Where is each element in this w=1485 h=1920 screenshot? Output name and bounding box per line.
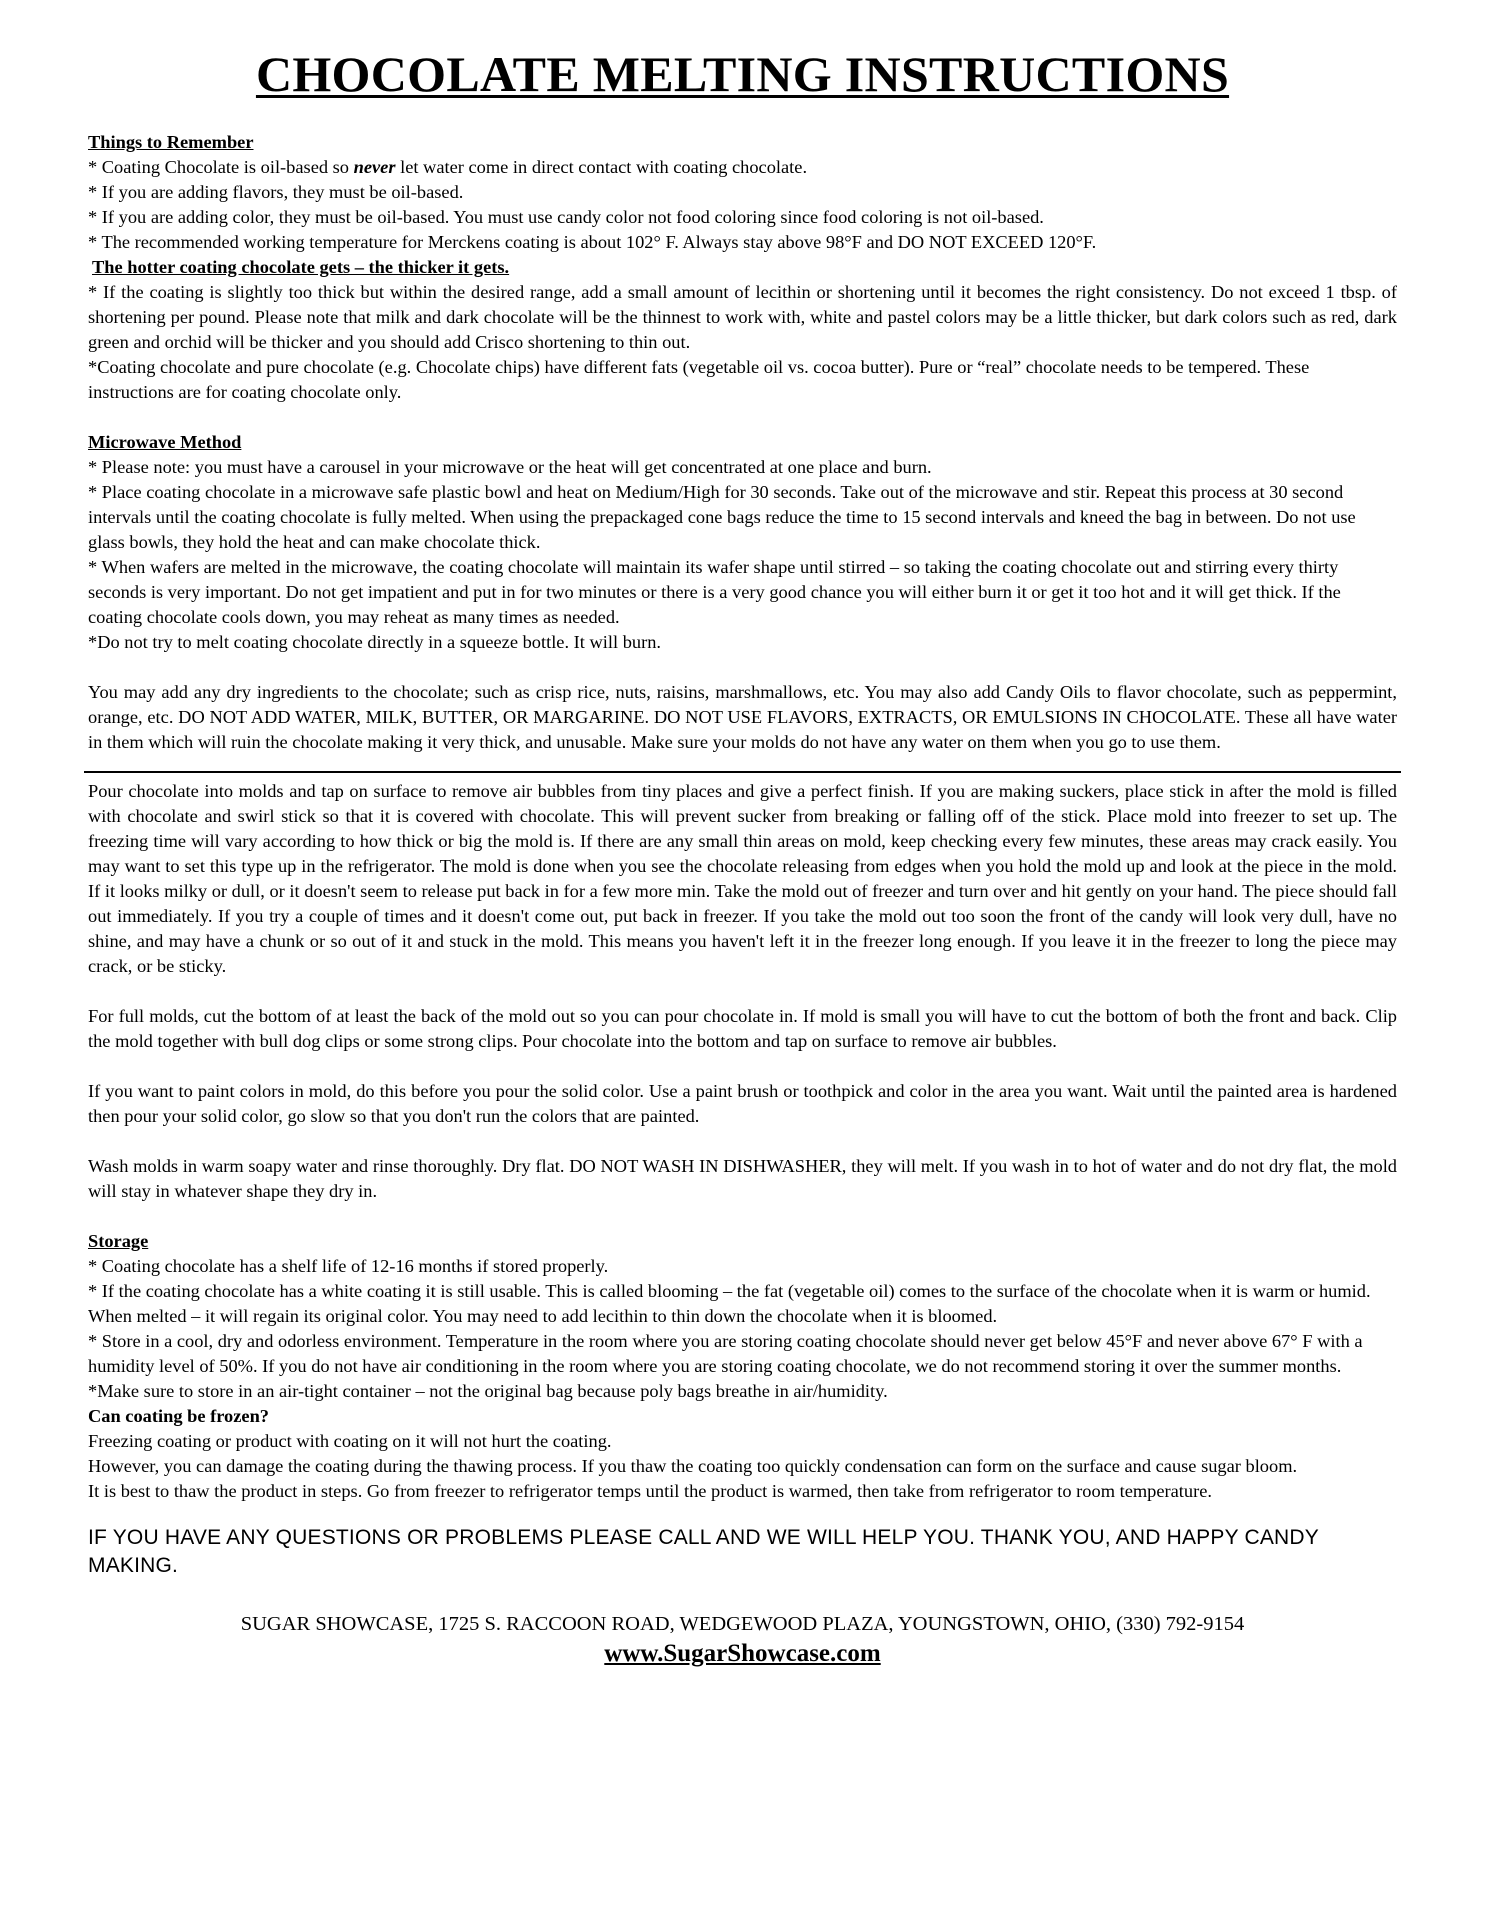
spacer bbox=[88, 979, 1397, 1004]
storage-paragraph-blooming: * If the coating chocolate has a white coating it is still usable. This is called blooming – the fat (vegetable oil) comes to the surface of the chocolate when it is warm or humid. When melted – it will regain its original color. You may need to add lecithin to thin down the chocolate when it is bloomed. bbox=[88, 1281, 1371, 1326]
frozen-paragraph-thawing: However, you can damage the coating during the thawing process. If you thaw the coating too quickly condensation can form on the surface and cause sugar bloom. bbox=[88, 1456, 1298, 1476]
molds-paragraph-washing: Wash molds in warm soapy water and rinse thoroughly. Dry flat. DO NOT WASH IN DISHWASHER, they will melt. If you wash in to hot of water and do not dry flat, the mold will stay in whatever shape they dry in. bbox=[88, 1156, 1397, 1201]
storage-section bbox=[88, 1229, 1397, 1504]
frozen-paragraph-steps: It is best to thaw the product in steps. Go from freezer to refrigerator temps until the product is warmed, then take from refrigerator to room temperature. bbox=[88, 1481, 1213, 1501]
footer-address: SUGAR SHOWCASE, 1725 S. RACCOON ROAD, WEDGEWOOD PLAZA, YOUNGSTOWN, OHIO, (330) 792-9154 bbox=[240, 1613, 1245, 1635]
remember-line-color: * If you are adding color, they must be oil-based. You must use candy color not food coloring since food coloring is not oil-based. bbox=[88, 207, 1044, 227]
frozen-line-freezing: Freezing coating or product with coating on it will not hurt the coating. bbox=[88, 1431, 612, 1451]
microwave-line-carousel: * Please note: you must have a carousel in your microwave or the heat will get concentrated at one place and burn. bbox=[88, 457, 932, 477]
website-link[interactable]: www.SugarShowcase.com bbox=[604, 1640, 881, 1667]
remember-line-flavors: * If you are adding flavors, they must be oil-based. bbox=[88, 182, 464, 202]
molds-paragraph-painting: If you want to paint colors in mold, do this before you pour the solid color. Use a paint brush or toothpick and color in the area you want. Wait until the painted area is hardened then pour your solid color, go slow so that you don't run the colors that are painted. bbox=[88, 1081, 1397, 1126]
molds-paragraph-pouring: Pour chocolate into molds and tap on surface to remove air bubbles from tiny places and give a perfect finish. If you are making suckers, place stick in after the mold is filled with chocolate and swirl stick so that it is covered with chocolate. This will prevent sucker from breaking or falling off of the stick. Place mold into freezer to set up. The freezing time will vary according to how thick or big the mold is. If there are any small thin areas on mold, keep checking every few minutes, these areas may crack easily. You may want to set this type up in the refrigerator. The mold is done when you see the chocolate releasing from edges when you hold the mold up and look at the piece in the mold. If it looks milky or dull, or it doesn't seem to release put back in for a few more min. Take the mold out of freezer and turn over and hit gently on your hand. The piece should fall out immediately. If you try a couple of times and it doesn't come out, put back in freezer. If you take the mold out too soon the front of the candy will look very dull, have no shine, and may have a chunk or so out of it and stuck in the mold. This means you haven't left it in the freezer long enough. If you leave it in the freezer to long the piece may crack, or be sticky. bbox=[88, 781, 1397, 976]
microwave-heading: Microwave Method bbox=[88, 432, 242, 452]
remember-line-oil-based bbox=[88, 155, 1397, 180]
spacer bbox=[88, 655, 1397, 680]
never-emphasis: never bbox=[353, 157, 396, 177]
storage-line-shelf-life: * Coating chocolate has a shelf life of 12-16 months if stored properly. bbox=[88, 1256, 609, 1276]
storage-paragraph-environment: * Store in a cool, dry and odorless environment. Temperature in the room where you are storing coating chocolate should never get below 45°F and never above 67° F with a humidity level of 50%. If you do not have air conditioning in the room where you are storing coating chocolate, we do not recommend storing it over the summer months. bbox=[88, 1331, 1363, 1376]
spacer bbox=[88, 1204, 1397, 1229]
footer bbox=[88, 1610, 1397, 1670]
remember-paragraph-thickness: * If the coating is slightly too thick but within the desired range, add a small amount of lecithin or shortening until it becomes the right consistency. Do not exceed 1 tbsp. of shortening per pound. Please note that milk and dark chocolate will be the thinnest to work with, white and pastel colors may be a little thicker, but dark colors such as red, dark green and orchid will be thicker and you should add Crisco shortening to thin out. bbox=[88, 282, 1397, 352]
molds-section bbox=[88, 779, 1397, 1204]
dry-ingredients-paragraph: You may add any dry ingredients to the chocolate; such as crisp rice, nuts, raisins, marshmallows, etc. You may also add Candy Oils to flavor chocolate, such as peppermint, orange, etc. DO NOT ADD WATER, MILK, BUTTER, OR MARGARINE. DO NOT USE FLAVORS, EXTRACTS, OR EMULSIONS IN CHOCOLATE. These all have water in them which will ruin the chocolate making it very thick, and unusable. Make sure your molds do not have any water on them when you go to use them. bbox=[88, 682, 1397, 752]
remember-line-oil-based-a: * Coating Chocolate is oil-based so bbox=[88, 157, 354, 177]
remember-line-oil-based-c: let water come in direct contact with coating chocolate. bbox=[395, 157, 808, 177]
storage-heading: Storage bbox=[88, 1231, 149, 1251]
molds-paragraph-full-molds: For full molds, cut the bottom of at least the back of the mold out so you can pour chocolate in. If mold is small you will have to cut the bottom of both the front and back. Clip the mold together with bull dog clips or some strong clips. Pour chocolate into the bottom and tap on surface to remove air bubbles. bbox=[88, 1006, 1397, 1051]
spacer bbox=[88, 1054, 1397, 1079]
remember-line-temperature: * The recommended working temperature for Merckens coating is about 102° F. Always stay above 98°F and DO NOT EXCEED 120°F. bbox=[88, 232, 1097, 252]
hotter-thicker-heading: The hotter coating chocolate gets – the thicker it gets. bbox=[92, 257, 510, 277]
frozen-heading: Can coating be frozen? bbox=[88, 1406, 269, 1426]
microwave-paragraph-heating: * Place coating chocolate in a microwave safe plastic bowl and heat on Medium/High for 30 seconds. Take out of the microwave and stir. Repeat this process at 30 second intervals until the coating chocolate is fully melted. When using the prepackaged cone bags reduce the time to 15 second intervals and kneed the bag in between. Do not use glass bowls, they hold the heat and can make chocolate thick. bbox=[88, 482, 1356, 552]
storage-line-container: *Make sure to store in an air-tight container – not the original bag because poly bags breathe in air/humidity. bbox=[88, 1381, 888, 1401]
closing-message: IF YOU HAVE ANY QUESTIONS OR PROBLEMS PLEASE CALL AND WE WILL HELP YOU. THANK YOU, AND HAPPY CANDY MAKING. bbox=[88, 1526, 1319, 1577]
remember-paragraph-fats: *Coating chocolate and pure chocolate (e.g. Chocolate chips) have different fats (vegetable oil vs. cocoa butter). Pure or “real” chocolate needs to be tempered. These instructions are for coating chocolate only. bbox=[88, 357, 1310, 402]
things-to-remember-heading: Things to Remember bbox=[88, 132, 254, 152]
microwave-section bbox=[88, 430, 1397, 655]
spacer bbox=[88, 405, 1397, 430]
microwave-paragraph-wafers: * When wafers are melted in the microwave, the coating chocolate will maintain its wafer shape until stirred – so taking the coating chocolate out and stirring every thirty seconds is very important. Do not get impatient and put in for two minutes or there is a very good chance you will either burn it or get it too hot and it will get thick. If the coating chocolate cools down, you may reheat as many times as needed. bbox=[88, 557, 1341, 627]
things-to-remember-section bbox=[88, 130, 1397, 405]
section-divider bbox=[84, 771, 1401, 773]
microwave-line-squeeze-bottle: *Do not try to melt coating chocolate directly in a squeeze bottle. It will burn. bbox=[88, 632, 662, 652]
spacer bbox=[88, 1129, 1397, 1154]
page-title: CHOCOLATE MELTING INSTRUCTIONS bbox=[255, 46, 1230, 102]
